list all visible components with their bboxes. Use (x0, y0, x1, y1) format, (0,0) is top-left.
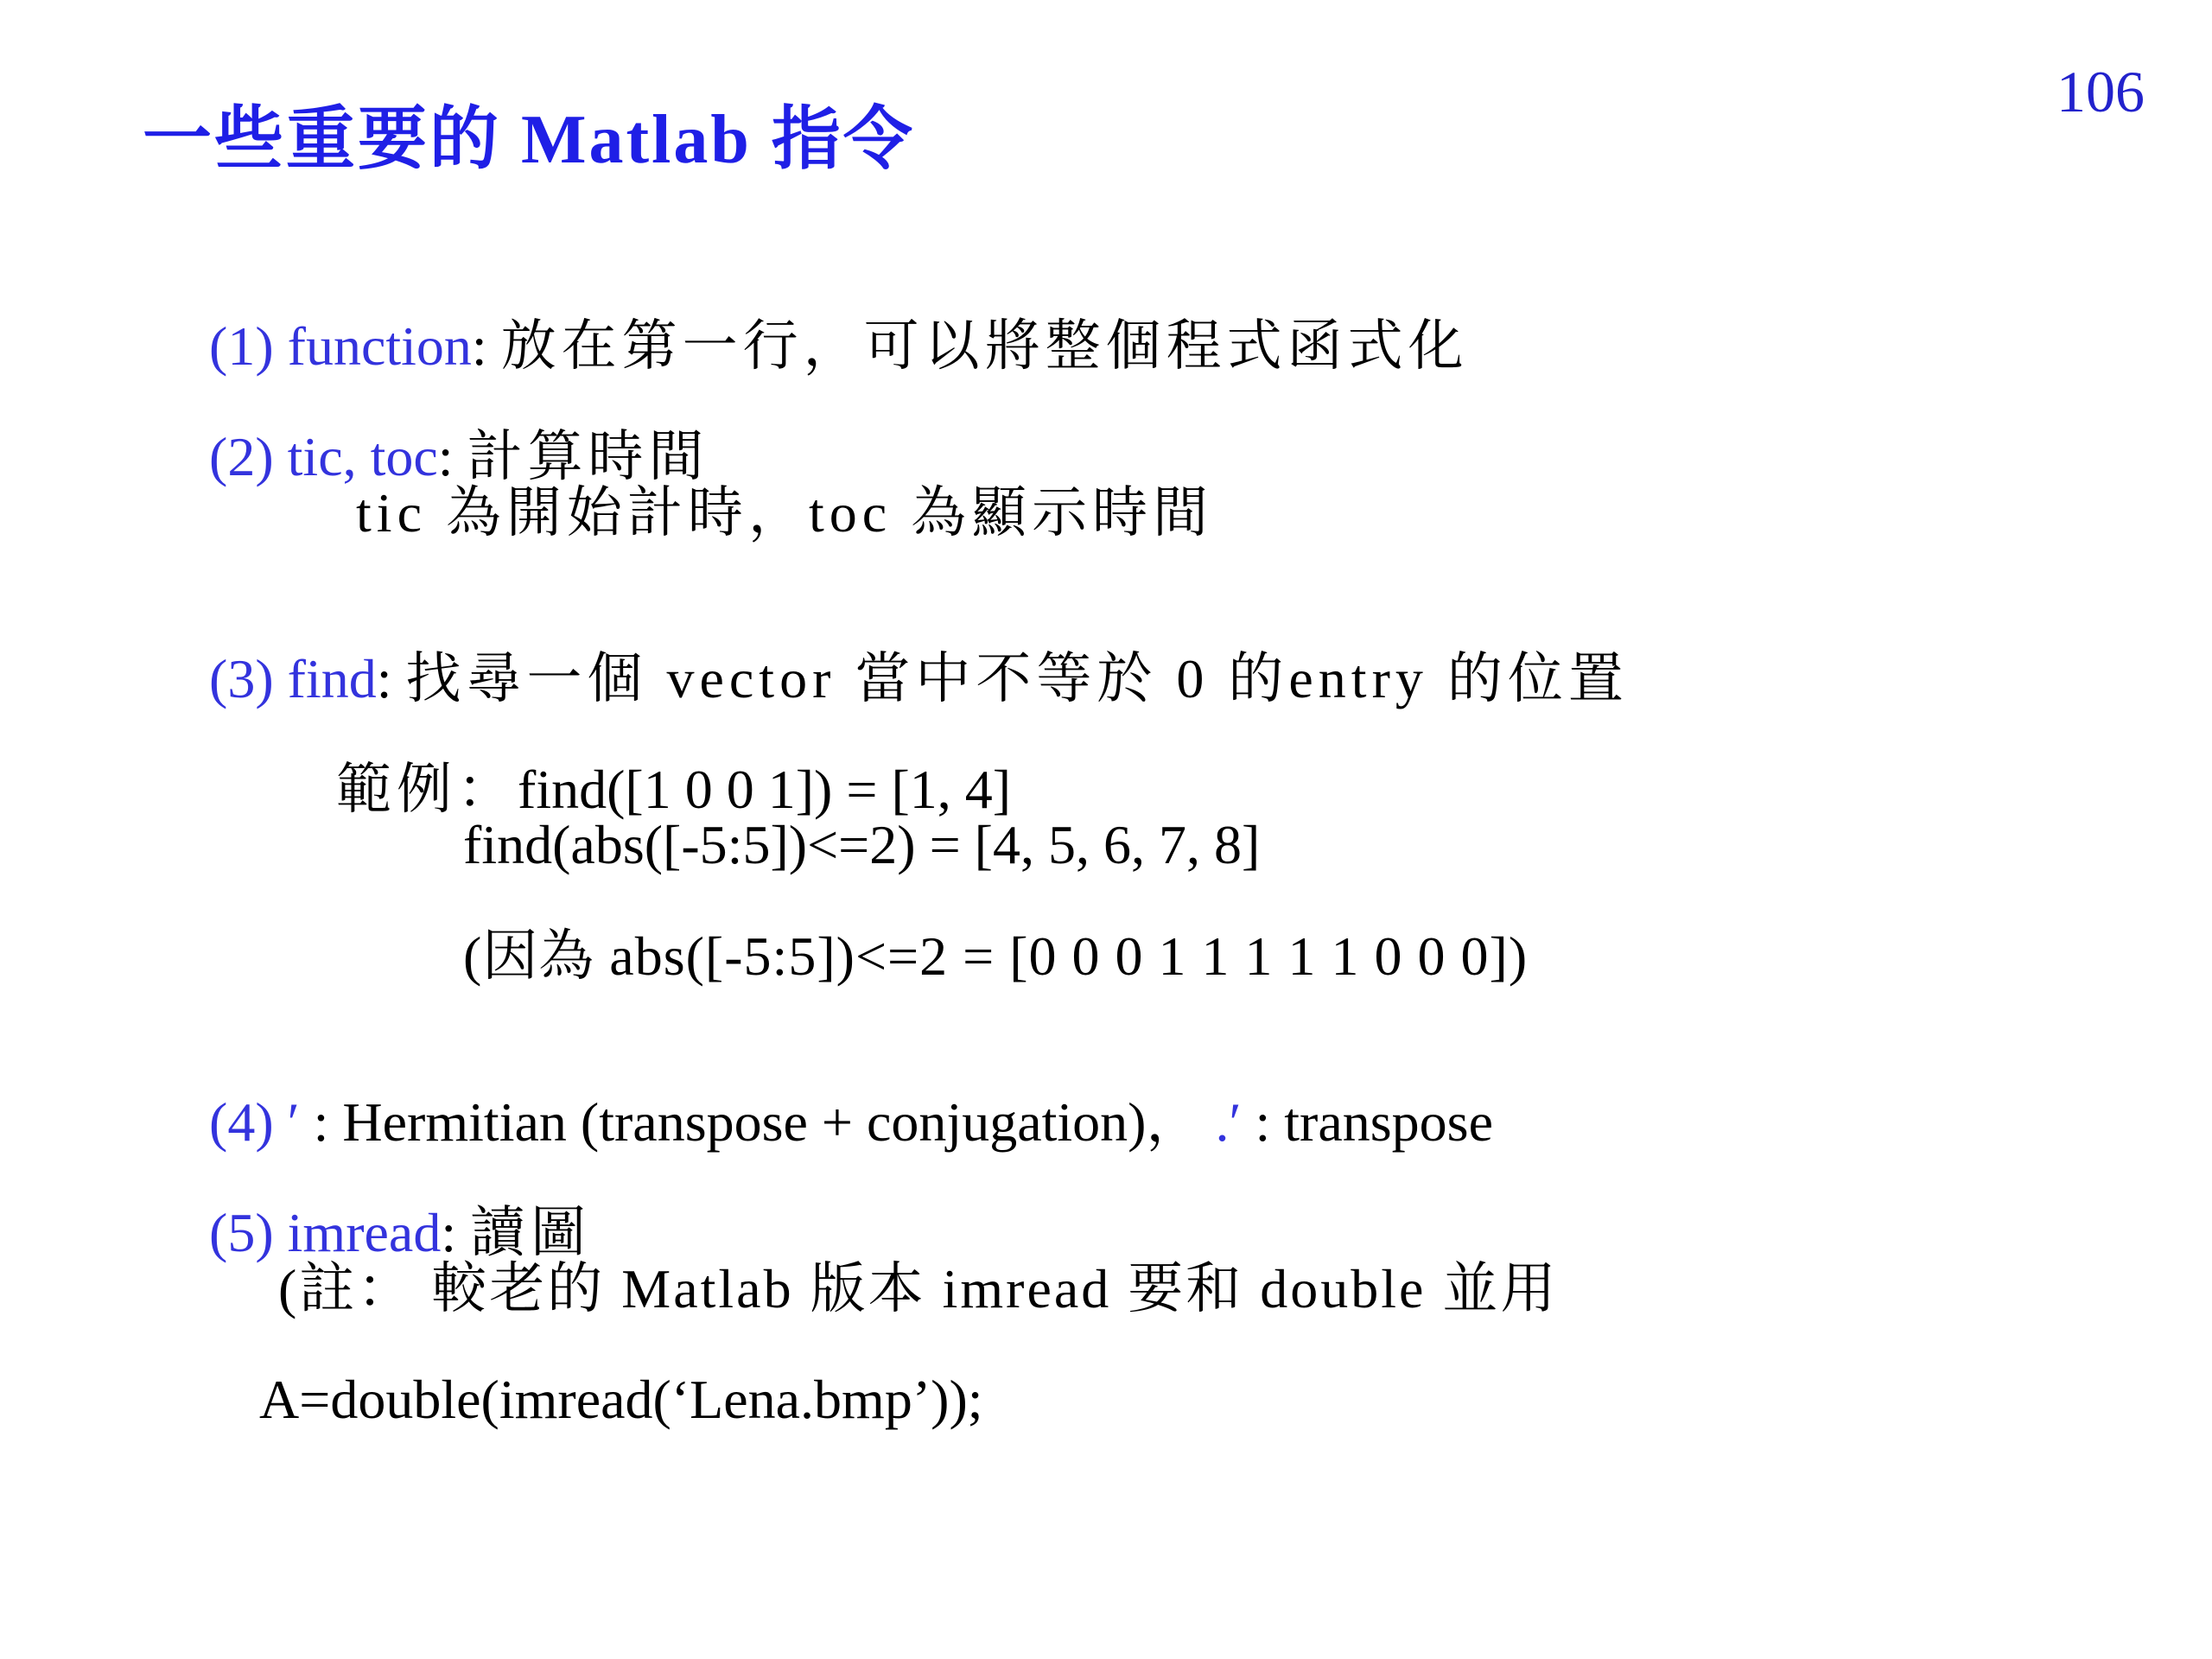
item-function-sep: : (471, 315, 501, 377)
item-find-example-3: (因為 abs([-5:5])<=2 = [0 0 0 1 1 1 1 1 0 0 0]) (463, 925, 1529, 987)
item-find-example-2: find(abs([-5:5])<=2) = [4, 5, 6, 7, 8] (463, 814, 1261, 875)
item-imread-sep: : (441, 1202, 471, 1263)
item-imread-label: (5) imread (209, 1202, 442, 1263)
item-find-label: (3) find (209, 648, 377, 709)
item-function-label: (1) function (209, 315, 472, 377)
item-imread-code: A=double(imread(‘Lena.bmp’)); (259, 1369, 983, 1430)
page-title: 一些重要的 Matlab 指令 (143, 102, 915, 178)
page-number: 106 (2056, 59, 2145, 124)
item-find-example-1-code: find([1 0 0 1]) = [1, 4] (518, 759, 1012, 820)
item-transpose-desc-2: : transpose (1241, 1091, 1493, 1153)
item-imread-note: (註： 較老的 Matlab 版本 imread 要和 double 並用 (278, 1258, 1559, 1319)
item-tictoc-sep: : (437, 426, 467, 487)
item-tictoc-sub: tic 為開始計時，toc 為顯示時間 (356, 482, 1214, 543)
item-transpose-desc: : Hermitian (transpose + conjugation)， (299, 1091, 1202, 1153)
item-find-desc: 找尋一個 vector 當中不等於 0 的entry 的位置 (405, 648, 1629, 709)
item-find-example-label: 範例： (336, 759, 518, 820)
item-tictoc-desc: 計算時間 (467, 426, 709, 487)
item-transpose-label: (4) ′ (209, 1091, 300, 1153)
item-find-sep: : (376, 648, 406, 709)
item-tictoc-label: (2) tic, toc (209, 426, 438, 487)
item-function-desc: 放在第一行，可以將整個程式函式化 (500, 315, 1469, 377)
item-transpose-label-2: .′ (1201, 1091, 1242, 1153)
item-imread-desc: 讀圖 (470, 1202, 592, 1263)
